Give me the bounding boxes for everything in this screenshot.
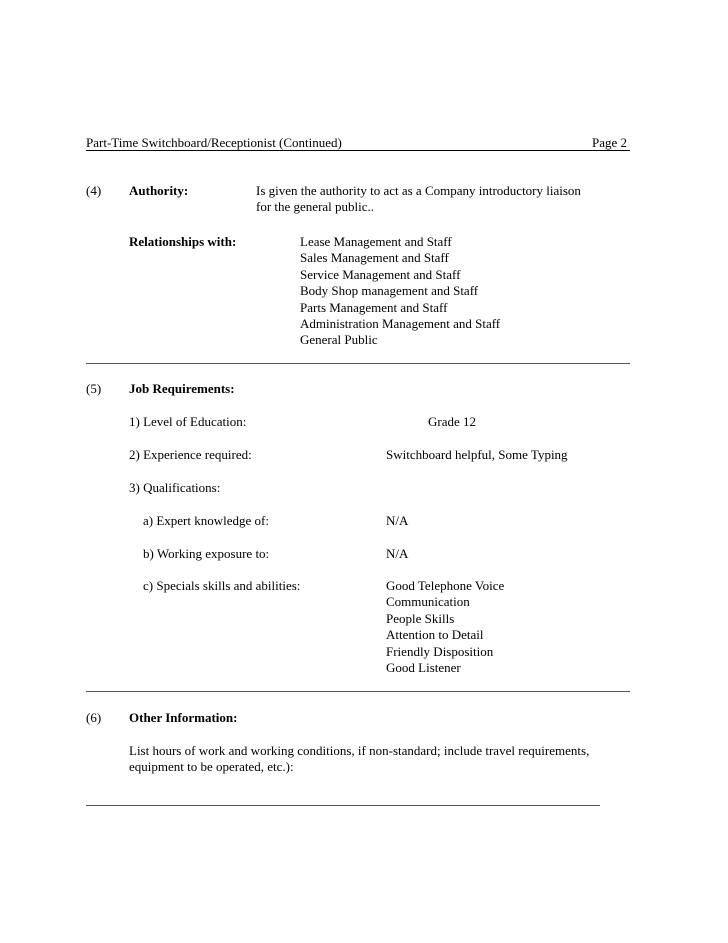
section-4-number: (4) (86, 183, 102, 198)
relationship-item: Service Management and Staff (300, 266, 461, 282)
blank-answer-line (86, 805, 600, 806)
special-skills-list (386, 578, 504, 676)
skill-item: Good Telephone Voice (386, 578, 505, 593)
relationships-label: Relationships with: (129, 234, 237, 249)
skill-item: People Skills (386, 610, 455, 626)
section-6-number: (6) (86, 710, 102, 725)
relationship-item: Sales Management and Staff (300, 250, 449, 266)
relationship-item: Parts Management and Staff (300, 299, 448, 315)
other-information-line: equipment to be operated, etc.): (129, 759, 294, 775)
relationship-item: Administration Management and Staff (300, 315, 501, 331)
education-value: Grade 12 (428, 414, 477, 429)
page-number: Page 2 (592, 135, 628, 150)
experience-label: 2) Experience required: (129, 447, 252, 462)
other-information-line: List hours of work and working conditions, if non-standard; include travel requirements, (129, 743, 590, 758)
relationships-list (300, 234, 500, 349)
working-exposure-label: b) Working exposure to: (143, 546, 270, 561)
relationship-item: Body Shop management and Staff (300, 283, 479, 299)
header-underline (86, 150, 630, 151)
section-5-number: (5) (86, 381, 102, 396)
skill-item: Friendly Disposition (386, 643, 494, 659)
special-skills-label: c) Specials skills and abilities: (143, 578, 301, 593)
education-label: 1) Level of Education: (129, 414, 247, 429)
section-divider (86, 363, 630, 364)
expert-knowledge-value: N/A (386, 513, 409, 528)
authority-line: Is given the authority to act as a Company introductory liaison (256, 183, 581, 198)
relationship-item: Lease Management and Staff (300, 234, 452, 249)
section-divider (86, 691, 630, 692)
expert-knowledge-label: a) Expert knowledge of: (143, 513, 269, 528)
authority-label: Authority: (129, 183, 189, 198)
authority-line: for the general public.. (256, 199, 375, 215)
other-information-text (129, 743, 589, 776)
skill-item: Good Listener (386, 659, 461, 675)
qualifications-label: 3) Qualifications: (129, 480, 221, 495)
skill-item: Attention to Detail (386, 627, 484, 643)
skill-item: Communication (386, 594, 470, 610)
other-information-title: Other Information: (129, 710, 238, 725)
authority-text (256, 183, 581, 216)
working-exposure-value: N/A (386, 546, 409, 561)
relationship-item: General Public (300, 332, 378, 348)
experience-value: Switchboard helpful, Some Typing (386, 447, 568, 462)
job-requirements-title: Job Requirements: (129, 381, 235, 396)
page-header-title: Part-Time Switchboard/Receptionist (Continued) (86, 135, 342, 150)
